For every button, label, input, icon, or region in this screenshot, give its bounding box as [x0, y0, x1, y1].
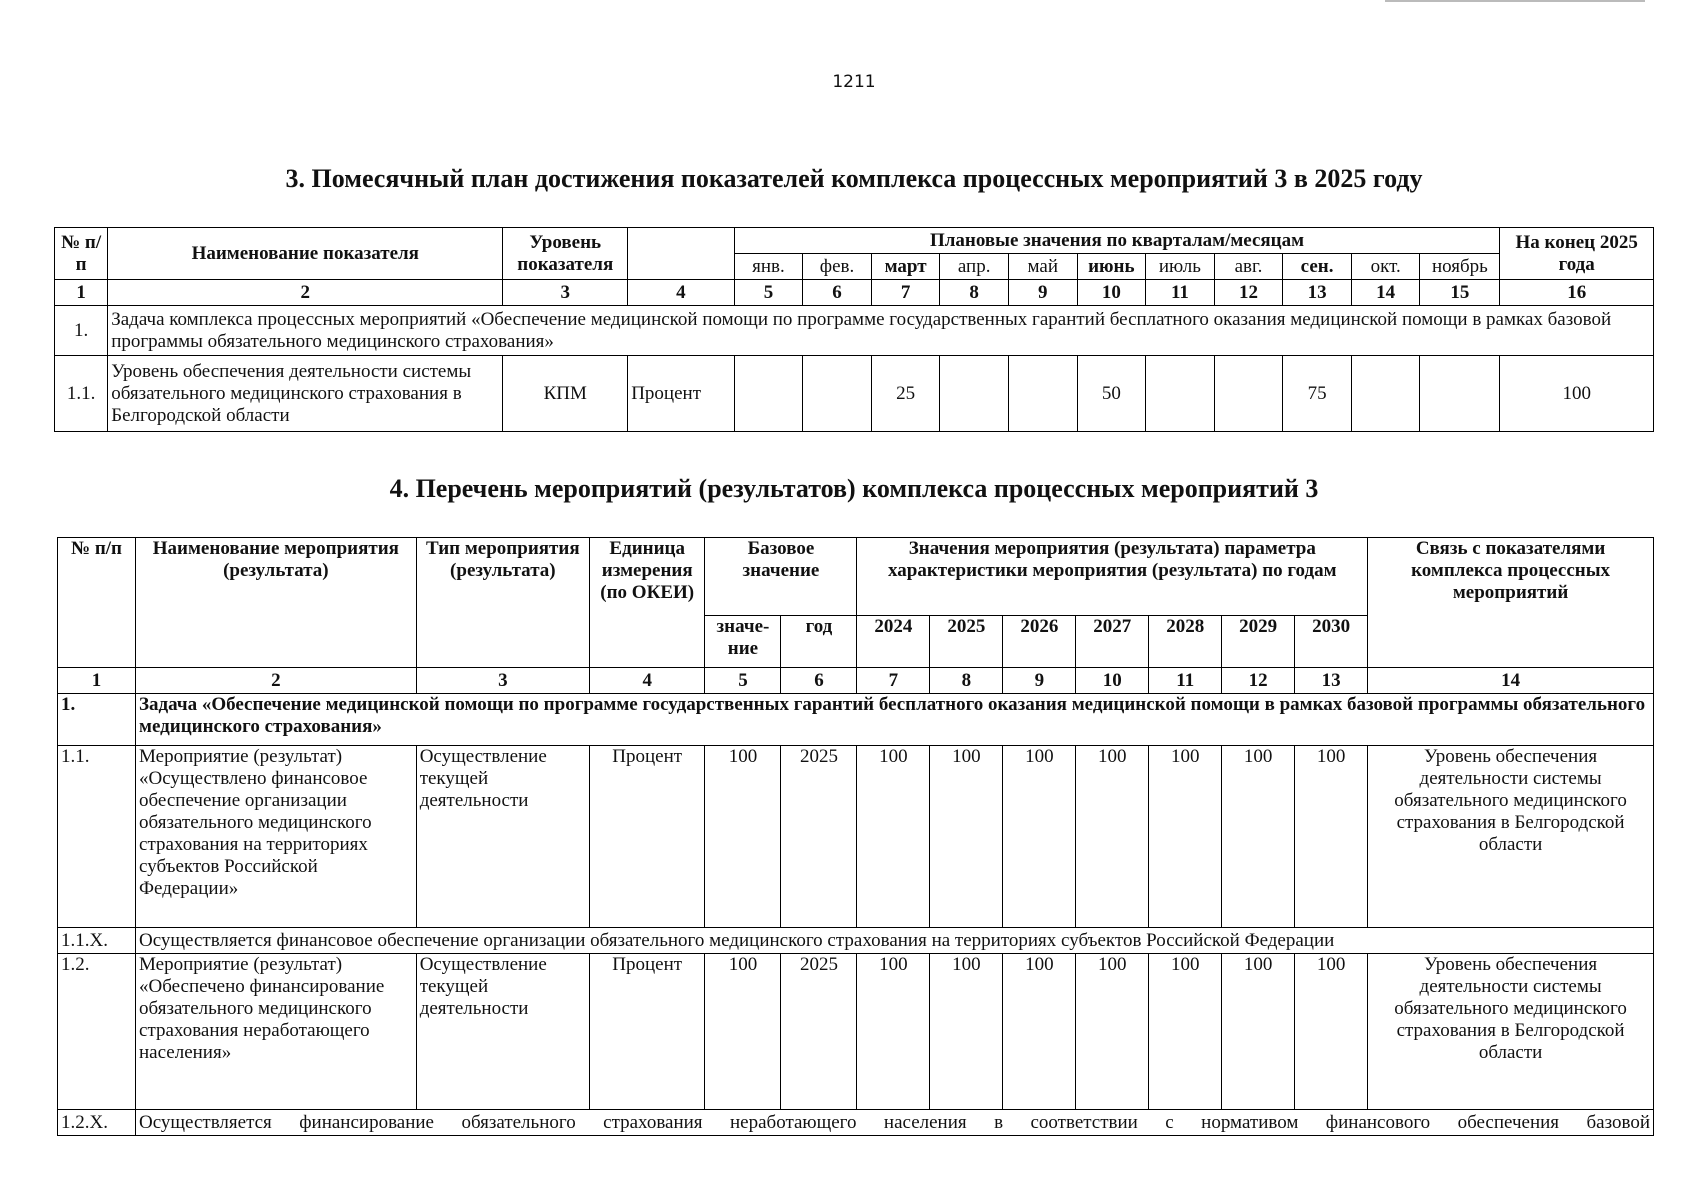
col-number: 10: [1077, 280, 1146, 306]
col-number: 2: [136, 668, 417, 694]
header-unit: [628, 228, 734, 280]
indicator-unit: Процент: [628, 356, 734, 432]
year-value: 100: [1003, 954, 1076, 1110]
task-text: Задача «Обеспечение медицинской помощи по программе государственных гарантий бесплатного оказания медицинской помощи в рамках базовой программы обязательного медицинского страхования»: [136, 694, 1654, 746]
col-number: 14: [1351, 280, 1420, 306]
col-number: 5: [734, 280, 803, 306]
sub-row-number: 1.1.X.: [58, 928, 136, 954]
activity-unit: Процент: [589, 746, 705, 928]
col-number: 9: [1003, 668, 1076, 694]
col-number: 3: [503, 280, 628, 306]
year-value: 100: [1076, 746, 1149, 928]
header-base-year: год: [781, 616, 857, 668]
month-value: [803, 356, 872, 432]
activity-type: Осуществление текущей деятельности: [416, 746, 589, 928]
col-number: 8: [930, 668, 1003, 694]
month-header: июнь: [1077, 254, 1146, 280]
month-value: 75: [1283, 356, 1352, 432]
col-number: 12: [1222, 668, 1295, 694]
year-value: 100: [1003, 746, 1076, 928]
activity-type: Осуществление текущей деятельности: [416, 954, 589, 1110]
col-number: 16: [1500, 280, 1654, 306]
year-header: 2024: [857, 616, 930, 668]
year-value: 100: [857, 746, 930, 928]
year-value: 100: [1295, 954, 1368, 1110]
col-number: 7: [871, 280, 940, 306]
header-base-value: значе-ние: [705, 616, 781, 668]
top-edge-line: [1385, 0, 1645, 2]
row-number: 1.2.: [58, 954, 136, 1110]
sub-row-number: 1.2.X.: [58, 1110, 136, 1136]
section3-title: 3. Помесячный план достижения показателей комплекса процессных мероприятий 3 в 2025 году: [285, 164, 1423, 193]
month-header: май: [1008, 254, 1077, 280]
linked-indicator: Уровень обеспечения деятельности системы обязательного медицинского страхования в Белгородской области: [1368, 954, 1654, 1110]
row-number: 1.1.: [58, 746, 136, 928]
month-value: [940, 356, 1009, 432]
col-number: 14: [1368, 668, 1654, 694]
indicator-level: КПМ: [503, 356, 628, 432]
month-header: март: [871, 254, 940, 280]
task-number: 1.: [58, 694, 136, 746]
base-value: 100: [705, 954, 781, 1110]
section4-title: 4. Перечень мероприятий (результатов) комплекса процессных мероприятий 3: [389, 474, 1319, 503]
col-number: 4: [589, 668, 705, 694]
month-value: [734, 356, 803, 432]
col-number: 2: [108, 280, 503, 306]
col-number: 6: [781, 668, 857, 694]
year-value: 100: [930, 746, 1003, 928]
base-value: 100: [705, 746, 781, 928]
header-year-end: На конец 2025 года: [1500, 228, 1654, 280]
col-number: 15: [1420, 280, 1500, 306]
month-value: [1146, 356, 1215, 432]
month-header: июль: [1146, 254, 1215, 280]
year-header: 2026: [1003, 616, 1076, 668]
row-number: 1.1.: [55, 356, 108, 432]
header-indicator-name: Наименование показателя: [108, 228, 503, 280]
year-header: 2029: [1222, 616, 1295, 668]
col-number: 1: [55, 280, 108, 306]
activity-unit: Процент: [589, 954, 705, 1110]
month-value: 25: [871, 356, 940, 432]
year-value: 100: [1149, 954, 1222, 1110]
header-unit: Единица измерения (по ОКЕИ): [589, 538, 705, 668]
month-header: ноябрь: [1420, 254, 1500, 280]
year-end-value: 100: [1500, 356, 1654, 432]
header-values-by-year: Значения мероприятия (результата) параметра характеристики мероприятия (результата) по годам: [857, 538, 1368, 616]
base-year: 2025: [781, 954, 857, 1110]
header-activity-type: Тип мероприятия (результата): [416, 538, 589, 668]
header-num: № п/п: [55, 228, 108, 280]
col-number: 12: [1214, 280, 1283, 306]
month-header: фев.: [803, 254, 872, 280]
col-number: 10: [1076, 668, 1149, 694]
col-number: 4: [628, 280, 734, 306]
base-year: 2025: [781, 746, 857, 928]
year-header: 2027: [1076, 616, 1149, 668]
col-number: 11: [1146, 280, 1215, 306]
col-number: 3: [416, 668, 589, 694]
activity-name: Мероприятие (результат) «Осуществлено финансовое обеспечение организации обязательного медицинского страхования на территориях субъектов Российской Федерации»: [136, 746, 417, 928]
year-header: 2030: [1295, 616, 1368, 668]
month-header: сен.: [1283, 254, 1352, 280]
year-value: 100: [857, 954, 930, 1110]
month-value: [1420, 356, 1500, 432]
indicator-name: Уровень обеспечения деятельности системы обязательного медицинского страхования в Белгородской области: [108, 356, 503, 432]
page-number: 1211: [832, 72, 876, 92]
col-number: 5: [705, 668, 781, 694]
linked-indicator: Уровень обеспечения деятельности системы обязательного медицинского страхования в Белгородской области: [1368, 746, 1654, 928]
task-number: 1.: [55, 306, 108, 356]
header-base: Базовое значение: [705, 538, 857, 616]
monthly-plan-table: [54, 227, 1654, 432]
sub-row-text: Осуществляется финансовое обеспечение организации обязательного медицинского страхования на территориях субъектов Российской Федерации: [136, 928, 1654, 954]
month-header: авг.: [1214, 254, 1283, 280]
year-value: 100: [1149, 746, 1222, 928]
task-text: Задача комплекса процессных мероприятий «Обеспечение медицинской помощи по программе государственных гарантий бесплатного оказания медицинской помощи в рамках базовой программы обязательного медицинского страхования»: [108, 306, 1654, 356]
col-number: 9: [1008, 280, 1077, 306]
header-activity-name: Наименование мероприятия (результата): [136, 538, 417, 668]
year-value: 100: [1076, 954, 1149, 1110]
activities-table: [57, 537, 1654, 1136]
month-value: [1214, 356, 1283, 432]
month-header: окт.: [1351, 254, 1420, 280]
year-value: 100: [1222, 954, 1295, 1110]
header-plan-values: Плановые значения по кварталам/месяцам: [734, 228, 1500, 254]
header-link: Связь с показателями комплекса процессных мероприятий: [1368, 538, 1654, 668]
col-number: 13: [1295, 668, 1368, 694]
year-header: 2025: [930, 616, 1003, 668]
year-header: 2028: [1149, 616, 1222, 668]
col-number: 7: [857, 668, 930, 694]
month-value: [1008, 356, 1077, 432]
col-number: 8: [940, 280, 1009, 306]
month-value: 50: [1077, 356, 1146, 432]
year-value: 100: [1295, 746, 1368, 928]
activity-name: Мероприятие (результат) «Обеспечено финансирование обязательного медицинского страхования неработающего населения»: [136, 954, 417, 1110]
year-value: 100: [1222, 746, 1295, 928]
year-value: 100: [930, 954, 1003, 1110]
header-num: № п/п: [58, 538, 136, 668]
month-header: апр.: [940, 254, 1009, 280]
col-number: 6: [803, 280, 872, 306]
sub-row-text: Осуществляется финансирование обязательного страхования неработающего населения в соответствии с нормативом финансового обеспечения базовой: [136, 1110, 1654, 1136]
header-level: Уровень показателя: [503, 228, 628, 280]
month-value: [1351, 356, 1420, 432]
col-number: 13: [1283, 280, 1352, 306]
col-number: 11: [1149, 668, 1222, 694]
col-number: 1: [58, 668, 136, 694]
month-header: янв.: [734, 254, 803, 280]
